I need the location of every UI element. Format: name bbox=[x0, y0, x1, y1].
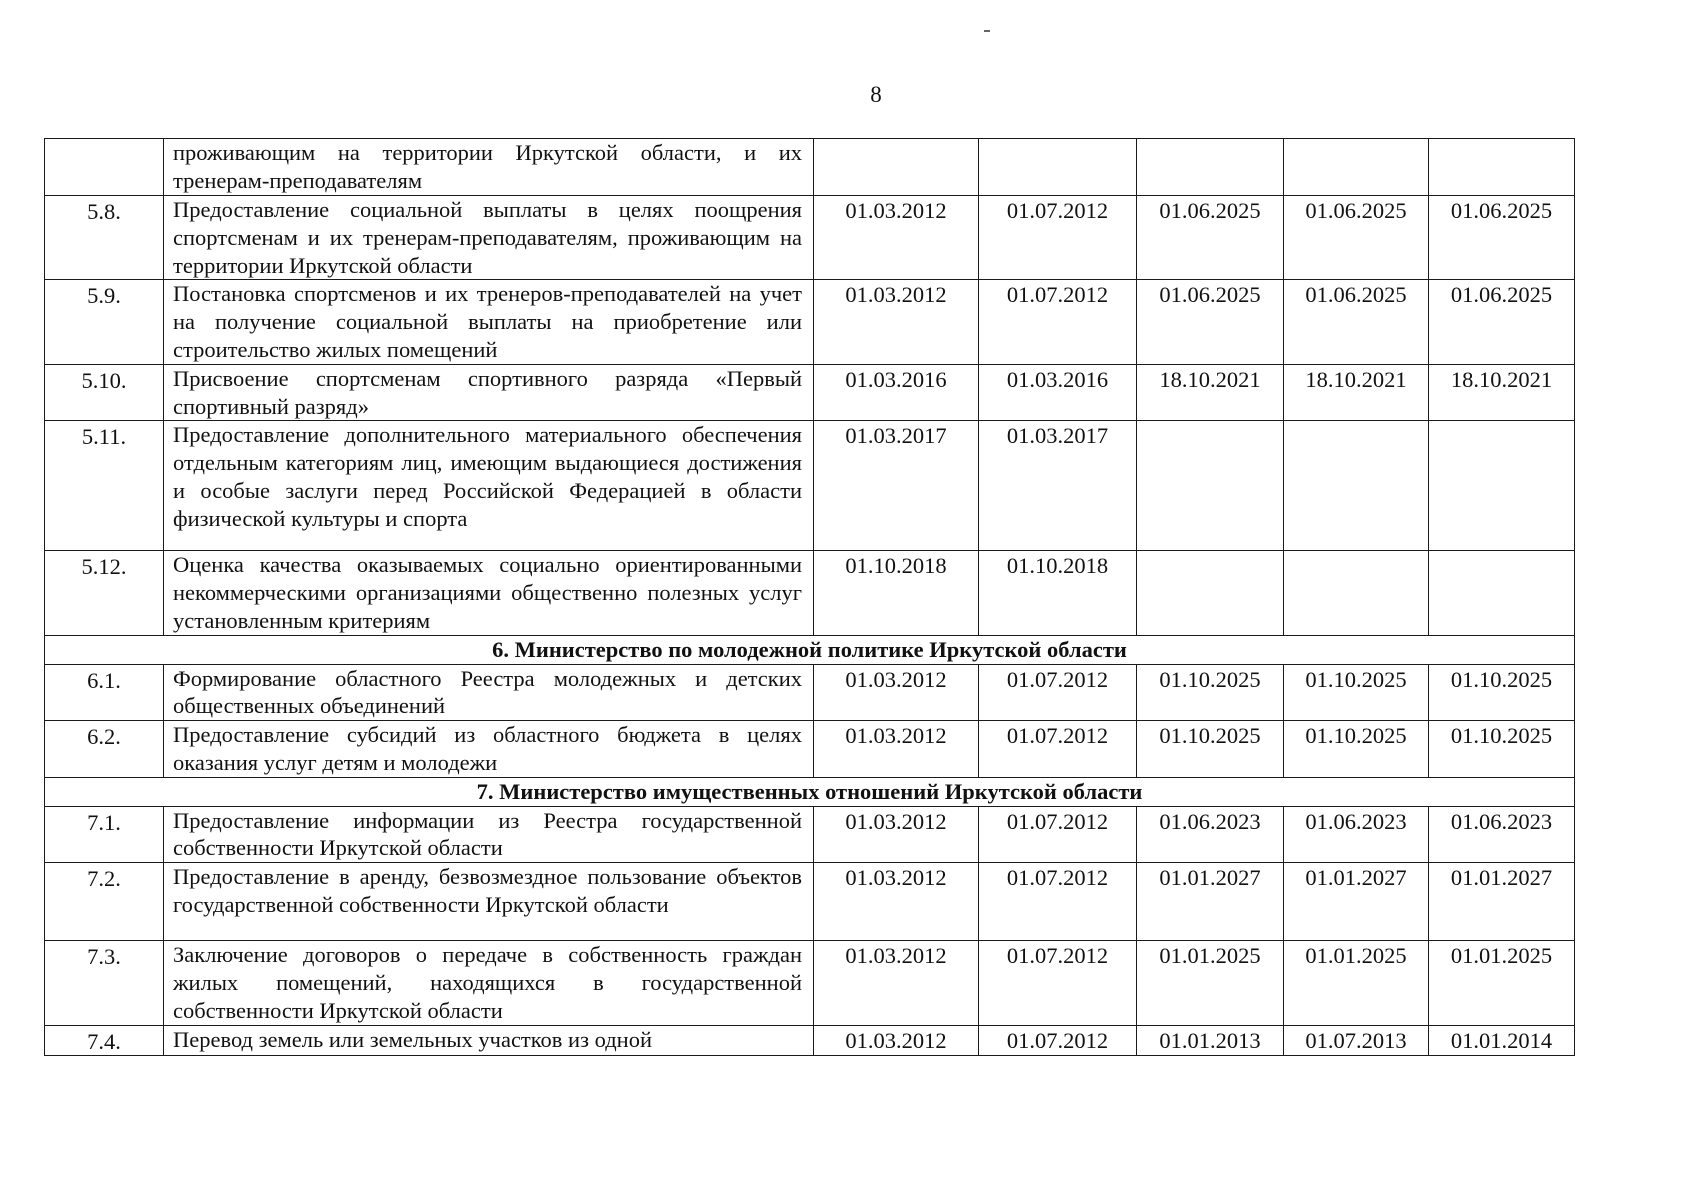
service-description: Заключение договоров о передаче в собственность граждан жилых помещений, находящихся в государственной собственности Иркутской области bbox=[164, 941, 814, 1025]
date-cell: 01.03.2012 bbox=[814, 721, 979, 778]
row-number: 5.12. bbox=[45, 551, 164, 635]
date-cell: 01.01.2027 bbox=[1429, 863, 1575, 941]
date-cell: 01.07.2012 bbox=[979, 941, 1137, 1025]
service-description: Присвоение спортсменам спортивного разряда «Первый спортивный разряд» bbox=[164, 364, 814, 421]
date-cell: 01.10.2018 bbox=[814, 551, 979, 635]
row-number bbox=[45, 139, 164, 196]
date-cell: 01.01.2025 bbox=[1284, 941, 1429, 1025]
date-cell: 01.10.2025 bbox=[1429, 721, 1575, 778]
date-cell: 01.07.2012 bbox=[979, 664, 1137, 721]
date-cell: 01.10.2025 bbox=[1284, 664, 1429, 721]
date-cell: 01.07.2012 bbox=[979, 280, 1137, 364]
service-description: Предоставление социальной выплаты в целях поощрения спортсменам и их тренерам-преподавателям, проживающим на территории Иркутской области bbox=[164, 196, 814, 280]
table-row bbox=[45, 551, 1575, 635]
scan-speck bbox=[984, 30, 990, 32]
table-row bbox=[45, 941, 1575, 1025]
date-cell: 01.10.2018 bbox=[979, 551, 1137, 635]
date-cell: 01.01.2013 bbox=[1137, 1025, 1284, 1056]
date-cell bbox=[979, 139, 1137, 196]
date-cell: 01.06.2025 bbox=[1284, 280, 1429, 364]
services-table bbox=[44, 138, 1575, 1056]
date-cell: 01.07.2012 bbox=[979, 721, 1137, 778]
date-cell: 01.06.2025 bbox=[1429, 196, 1575, 280]
date-cell bbox=[1137, 139, 1284, 196]
date-cell bbox=[1284, 421, 1429, 551]
date-cell: 01.07.2012 bbox=[979, 196, 1137, 280]
page-number: 8 bbox=[870, 82, 882, 107]
table-row bbox=[45, 364, 1575, 421]
date-cell: 01.10.2025 bbox=[1137, 664, 1284, 721]
service-description: Предоставление информации из Реестра государственной собственности Иркутской области bbox=[164, 806, 814, 863]
row-number: 7.1. bbox=[45, 806, 164, 863]
date-cell: 18.10.2021 bbox=[1429, 364, 1575, 421]
row-number: 5.10. bbox=[45, 364, 164, 421]
row-number: 5.9. bbox=[45, 280, 164, 364]
row-number: 6.2. bbox=[45, 721, 164, 778]
service-description: Предоставление в аренду, безвозмездное пользование объектов государственной собственности Иркутской области bbox=[164, 863, 814, 941]
date-cell bbox=[814, 139, 979, 196]
date-cell bbox=[1429, 421, 1575, 551]
date-cell: 01.06.2023 bbox=[1137, 806, 1284, 863]
date-cell: 01.01.2014 bbox=[1429, 1025, 1575, 1056]
date-cell: 01.06.2025 bbox=[1429, 280, 1575, 364]
service-description: Формирование областного Реестра молодежных и детских общественных объединений bbox=[164, 664, 814, 721]
table-body bbox=[45, 139, 1575, 1056]
date-cell: 01.03.2012 bbox=[814, 1025, 979, 1056]
date-cell: 01.03.2012 bbox=[814, 941, 979, 1025]
date-cell: 01.01.2027 bbox=[1137, 863, 1284, 941]
date-cell: 01.03.2016 bbox=[979, 364, 1137, 421]
date-cell: 01.10.2025 bbox=[1284, 721, 1429, 778]
date-cell: 18.10.2021 bbox=[1137, 364, 1284, 421]
date-cell: 01.06.2023 bbox=[1284, 806, 1429, 863]
section-header-row bbox=[45, 635, 1575, 664]
date-cell bbox=[1137, 421, 1284, 551]
date-cell: 01.01.2027 bbox=[1284, 863, 1429, 941]
date-cell: 01.10.2025 bbox=[1429, 664, 1575, 721]
date-cell: 01.03.2012 bbox=[814, 863, 979, 941]
service-description: Предоставление дополнительного материального обеспечения отдельным категориям лиц, имеющим выдающиеся достижения и особые заслуги перед Российской Федерацией в области физической культуры и спорта bbox=[164, 421, 814, 551]
row-number: 7.3. bbox=[45, 941, 164, 1025]
row-number: 7.4. bbox=[45, 1025, 164, 1056]
table-row bbox=[45, 863, 1575, 941]
service-description: Предоставление субсидий из областного бюджета в целях оказания услуг детям и молодежи bbox=[164, 721, 814, 778]
date-cell: 01.03.2017 bbox=[814, 421, 979, 551]
date-cell: 01.06.2023 bbox=[1429, 806, 1575, 863]
date-cell: 01.01.2025 bbox=[1429, 941, 1575, 1025]
date-cell: 01.03.2012 bbox=[814, 806, 979, 863]
date-cell bbox=[1284, 139, 1429, 196]
table-row bbox=[45, 139, 1575, 196]
date-cell: 01.06.2025 bbox=[1137, 280, 1284, 364]
row-number: 5.11. bbox=[45, 421, 164, 551]
date-cell: 01.06.2025 bbox=[1137, 196, 1284, 280]
date-cell: 18.10.2021 bbox=[1284, 364, 1429, 421]
date-cell: 01.03.2012 bbox=[814, 664, 979, 721]
date-cell: 01.03.2017 bbox=[979, 421, 1137, 551]
service-description: проживающим на территории Иркутской области, и их тренерам-преподавателям bbox=[164, 139, 814, 196]
table-row bbox=[45, 1025, 1575, 1056]
table-row bbox=[45, 196, 1575, 280]
service-description: Оценка качества оказываемых социально ориентированными некоммерческими организациями общественно полезных услуг установленным критериям bbox=[164, 551, 814, 635]
date-cell: 01.01.2025 bbox=[1137, 941, 1284, 1025]
table-row bbox=[45, 664, 1575, 721]
date-cell: 01.07.2013 bbox=[1284, 1025, 1429, 1056]
date-cell: 01.07.2012 bbox=[979, 1025, 1137, 1056]
date-cell bbox=[1284, 551, 1429, 635]
row-number: 5.8. bbox=[45, 196, 164, 280]
date-cell: 01.10.2025 bbox=[1137, 721, 1284, 778]
date-cell: 01.06.2025 bbox=[1284, 196, 1429, 280]
date-cell: 01.07.2012 bbox=[979, 863, 1137, 941]
date-cell: 01.03.2012 bbox=[814, 196, 979, 280]
service-description: Постановка спортсменов и их тренеров-преподавателей на учет на получение социальной выплаты на приобретение или строительство жилых помещений bbox=[164, 280, 814, 364]
section-header-row bbox=[45, 777, 1575, 806]
row-number: 7.2. bbox=[45, 863, 164, 941]
date-cell bbox=[1137, 551, 1284, 635]
service-description: Перевод земель или земельных участков из одной bbox=[164, 1025, 814, 1056]
section-title: 7. Министерство имущественных отношений Иркутской области bbox=[45, 777, 1575, 806]
date-cell: 01.07.2012 bbox=[979, 806, 1137, 863]
date-cell: 01.03.2012 bbox=[814, 280, 979, 364]
date-cell: 01.03.2016 bbox=[814, 364, 979, 421]
date-cell bbox=[1429, 551, 1575, 635]
section-title: 6. Министерство по молодежной политике Иркутской области bbox=[45, 635, 1575, 664]
table-row bbox=[45, 721, 1575, 778]
table-row bbox=[45, 421, 1575, 551]
row-number: 6.1. bbox=[45, 664, 164, 721]
table-row bbox=[45, 806, 1575, 863]
date-cell bbox=[1429, 139, 1575, 196]
table-row bbox=[45, 280, 1575, 364]
